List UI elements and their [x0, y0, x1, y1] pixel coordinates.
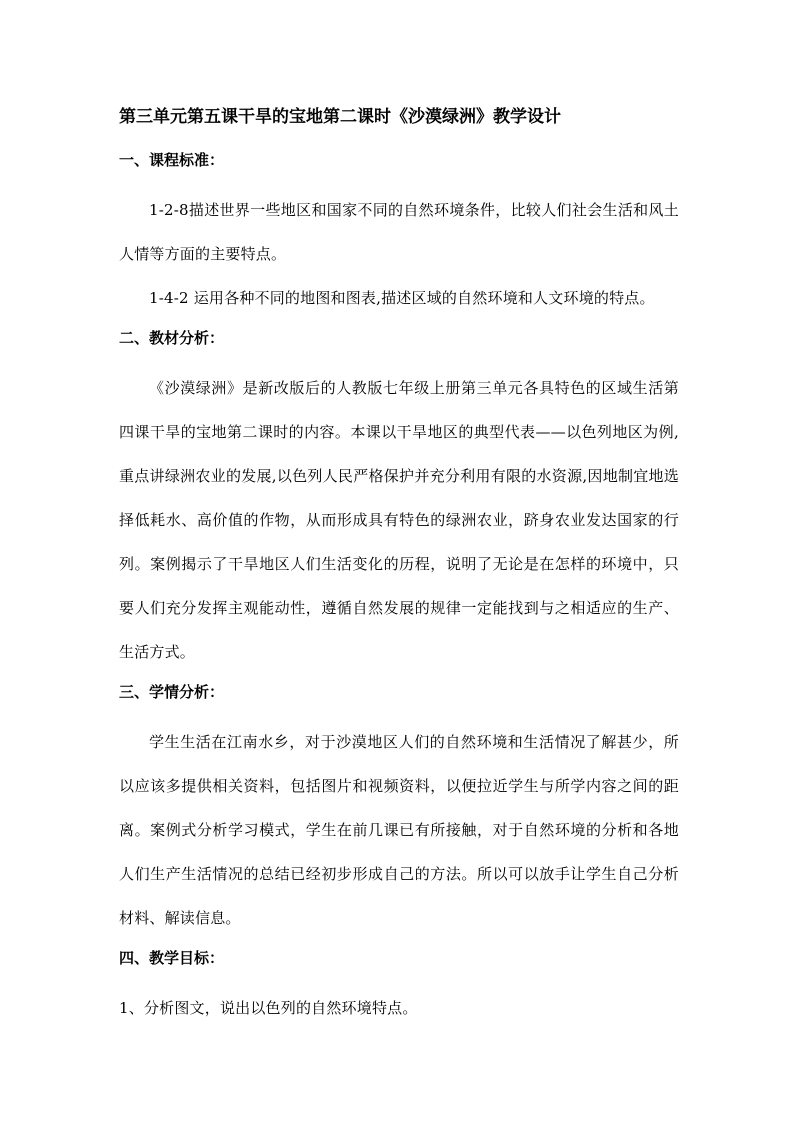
paragraph-student-analysis: 学生生活在江南水乡，对于沙漠地区人们的自然环境和生活情况了解甚少，所以应该多提供相关资料，包括图片和视频资料，以便拉近学生与所学内容之间的距离。案例式分析学习模式，学生在前几课已有所接触，对于自然环境的分析和各地人们生产生活情况的总结已经初步形成自己的方法。所以可以放手让学生自己分析材料、解读信息。	[119, 733, 679, 927]
section-heading-student-analysis: 三、学情分析：	[119, 683, 225, 701]
section-heading-teaching-objectives: 四、教学目标：	[119, 949, 225, 967]
document-title: 第三单元第五课干旱的宝地第二课时《沙漠绿洲》教学设计	[119, 107, 561, 127]
paragraph-objective-1: 1、分析图文，说出以色列的自然环境特点。	[119, 999, 418, 1017]
section-heading-curriculum-standards: 一、课程标准：	[119, 151, 225, 169]
document-body	[119, 103, 679, 1030]
paragraph-standard-1-4-2: 1-4-2 运用各种不同的地图和图表,描述区域的自然环境和人文环境的特点。	[149, 289, 655, 307]
paragraph-standard-1-2-8: 1-2-8描述世界一些地区和国家不同的自然环境条件，比较人们社会生活和风土人情等方面的主要特点。	[119, 201, 679, 263]
section-heading-textbook-analysis: 二、教材分析：	[119, 329, 225, 347]
paragraph-textbook-analysis: 《沙漠绿洲》是新改版后的人教版七年级上册第三单元各具特色的区域生活第四课干旱的宝地第二课时的内容。本课以干旱地区的典型代表——以色列地区为例,重点讲绿洲农业的发展,以色列人民严格保护并充分利用有限的水资源,因地制宜地选择低耗水、高价值的作物，从而形成具有特色的绿洲农业，跻身农业发达国家的行列。案例揭示了干旱地区人们生活变化的历程，说明了无论是在怎样的环境中，只要人们充分发挥主观能动性，遵循自然发展的规律一定能找到与之相适应的生产、生活方式。	[119, 379, 679, 661]
